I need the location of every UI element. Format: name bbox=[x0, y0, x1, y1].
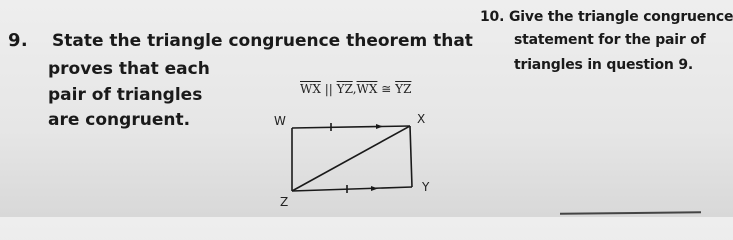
congruent-symbol: ≅ bbox=[381, 82, 392, 96]
question-10-line-2: statement for the pair of bbox=[514, 32, 706, 48]
question-9-line-1: State the triangle congruence theorem that bbox=[52, 31, 473, 51]
question-9-line-4: are congruent. bbox=[48, 110, 191, 130]
segment-yz: $\overline{YZ}$ bbox=[336, 82, 353, 96]
side-wx bbox=[292, 126, 410, 128]
question-10-number: 10. bbox=[480, 9, 505, 25]
vertex-label-w: W bbox=[274, 114, 286, 128]
parallel-arrow-zy bbox=[371, 186, 378, 191]
comma: , bbox=[352, 82, 357, 96]
parallelogram-figure bbox=[280, 118, 430, 198]
given-statement bbox=[300, 82, 411, 96]
parallel-arrow-wx bbox=[376, 124, 383, 129]
side-zy bbox=[292, 187, 412, 191]
side-xy bbox=[410, 126, 412, 187]
parallel-symbol: || bbox=[324, 82, 333, 96]
diagonal-zx bbox=[292, 126, 410, 191]
question-10-line-3: triangles in question 9. bbox=[514, 57, 693, 73]
vertex-label-x: X bbox=[417, 112, 426, 126]
vertex-label-z: Z bbox=[280, 195, 289, 209]
question-9-number: 9. bbox=[8, 30, 28, 51]
segment-yz-2: $\overline{YZ}$ bbox=[395, 82, 412, 96]
question-9-line-3: pair of triangles bbox=[48, 85, 203, 105]
paper-edge bbox=[560, 211, 701, 214]
question-9-line-2: proves that each bbox=[48, 59, 210, 79]
segment-wx: $\overline{WX}$ bbox=[300, 82, 321, 96]
vertex-label-y: Y bbox=[422, 180, 430, 194]
segment-wx-2: $\overline{WX}$ bbox=[356, 82, 378, 96]
question-10-line-1: Give the triangle congruence bbox=[509, 9, 733, 25]
